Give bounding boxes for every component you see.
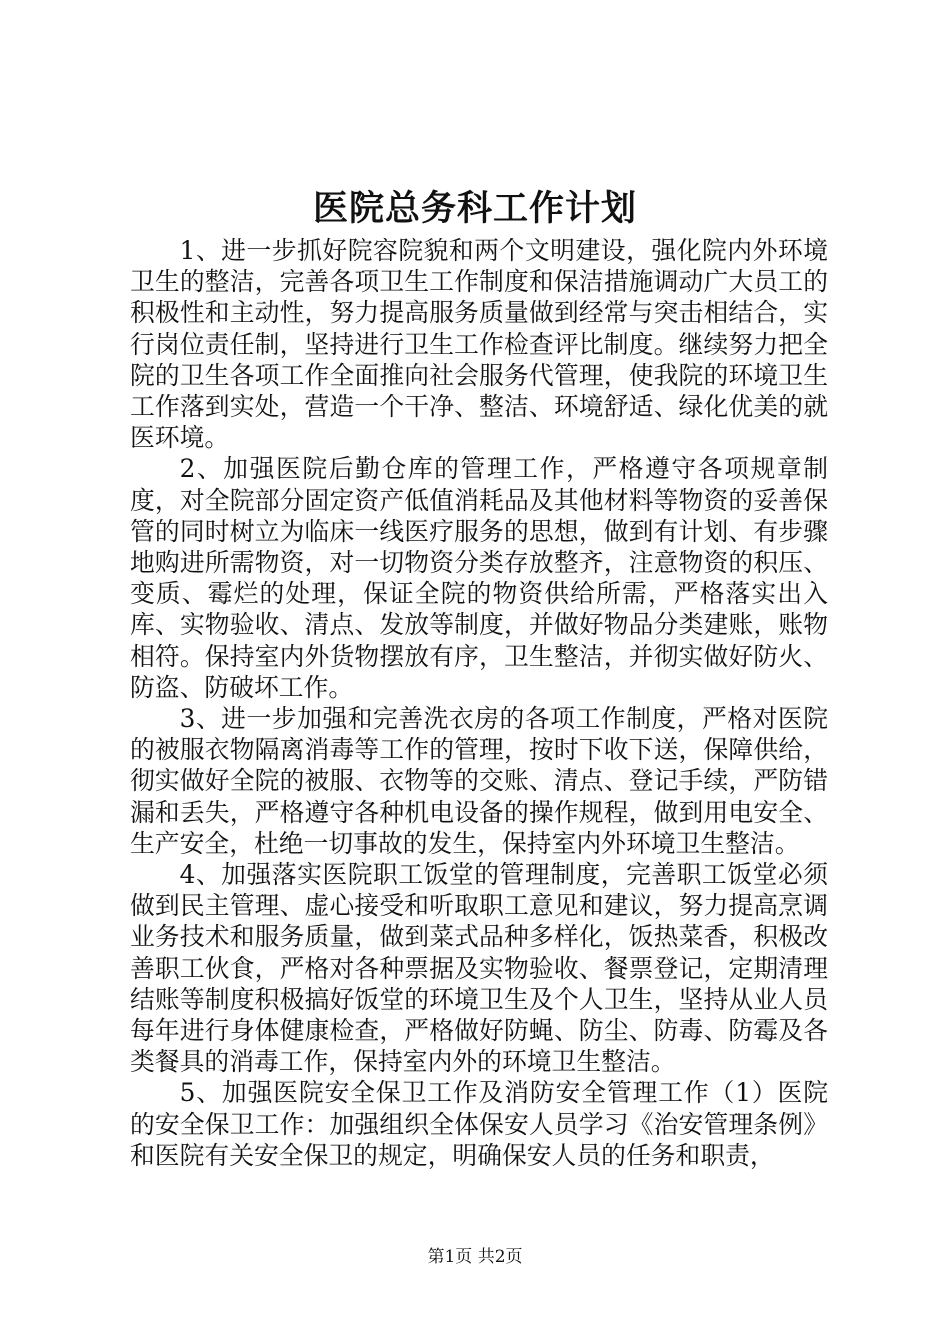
page-footer: 第1页 共2页	[427, 1247, 523, 1267]
paragraph-3: 3、进一步加强和完善洗衣房的各项工作制度，严格对医院的被服衣物隔离消毒等工作的管理，按时下收下送，保障供给，彻实做好全院的被服、衣物等的交账、清点、登记手续，严防错漏和丢失，严格遵守各种机电设备的操作规程，做到用电安全、生产安全，杜绝一切事故的发生，保持室内外环境卫生整洁。	[130, 704, 828, 858]
paragraph-1: 1、进一步抓好院容院貌和两个文明建设，强化院内外环境卫生的整洁，完善各项卫生工作制度和保洁措施调动广大员工的积极性和主动性，努力提高服务质量做到经常与突击相结合，实行岗位责任制，坚持进行卫生工作检查评比制度。继续努力把全院的卫生各项工作全面推向社会服务代管理，使我院的环境卫生工作落到实处，营造一个干净、整洁、环境舒适、绿化优美的就医环境。	[130, 236, 828, 453]
paragraph-2: 2、加强医院后勤仓库的管理工作，严格遵守各项规章制度，对全院部分固定资产低值消耗品及其他材料等物资的妥善保管的同时树立为临床一线医疗服务的思想，做到有计划、有步骤地购进所需物资，对一切物资分类存放整齐，注意物资的积压、变质、霉烂的处理，保证全院的物资供给所需，严格落实出入库、实物验收、清点、发放等制度，并做好物品分类建账，账物相符。保持室内外货物摆放有序，卫生整洁，并彻实做好防火、防盗、防破坏工作。	[130, 454, 828, 702]
paragraph-5: 5、加强医院安全保卫工作及消防安全管理工作（1）医院的安全保卫工作：加强组织全体保安人员学习《治安管理条例》和医院有关安全保卫的规定，明确保安人员的任务和职责，	[130, 1078, 828, 1170]
document-title: 医院总务科工作计划	[312, 188, 637, 229]
paragraph-4: 4、加强落实医院职工饭堂的管理制度，完善职工饭堂必须做到民主管理、虚心接受和听取职工意见和建议，努力提高烹调业务技术和服务质量，做到菜式品种多样化，饭热菜香，积极改善职工伙食，严格对各种票据及实物验收、餐票登记，定期清理结账等制度积极搞好饭堂的环境卫生及个人卫生，坚持从业人员每年进行身体健康检查，严格做好防蝇、防尘、防毒、防霉及各类餐具的消毒工作，保持室内外的环境卫生整洁。	[130, 860, 828, 1077]
document-body	[130, 235, 828, 1171]
